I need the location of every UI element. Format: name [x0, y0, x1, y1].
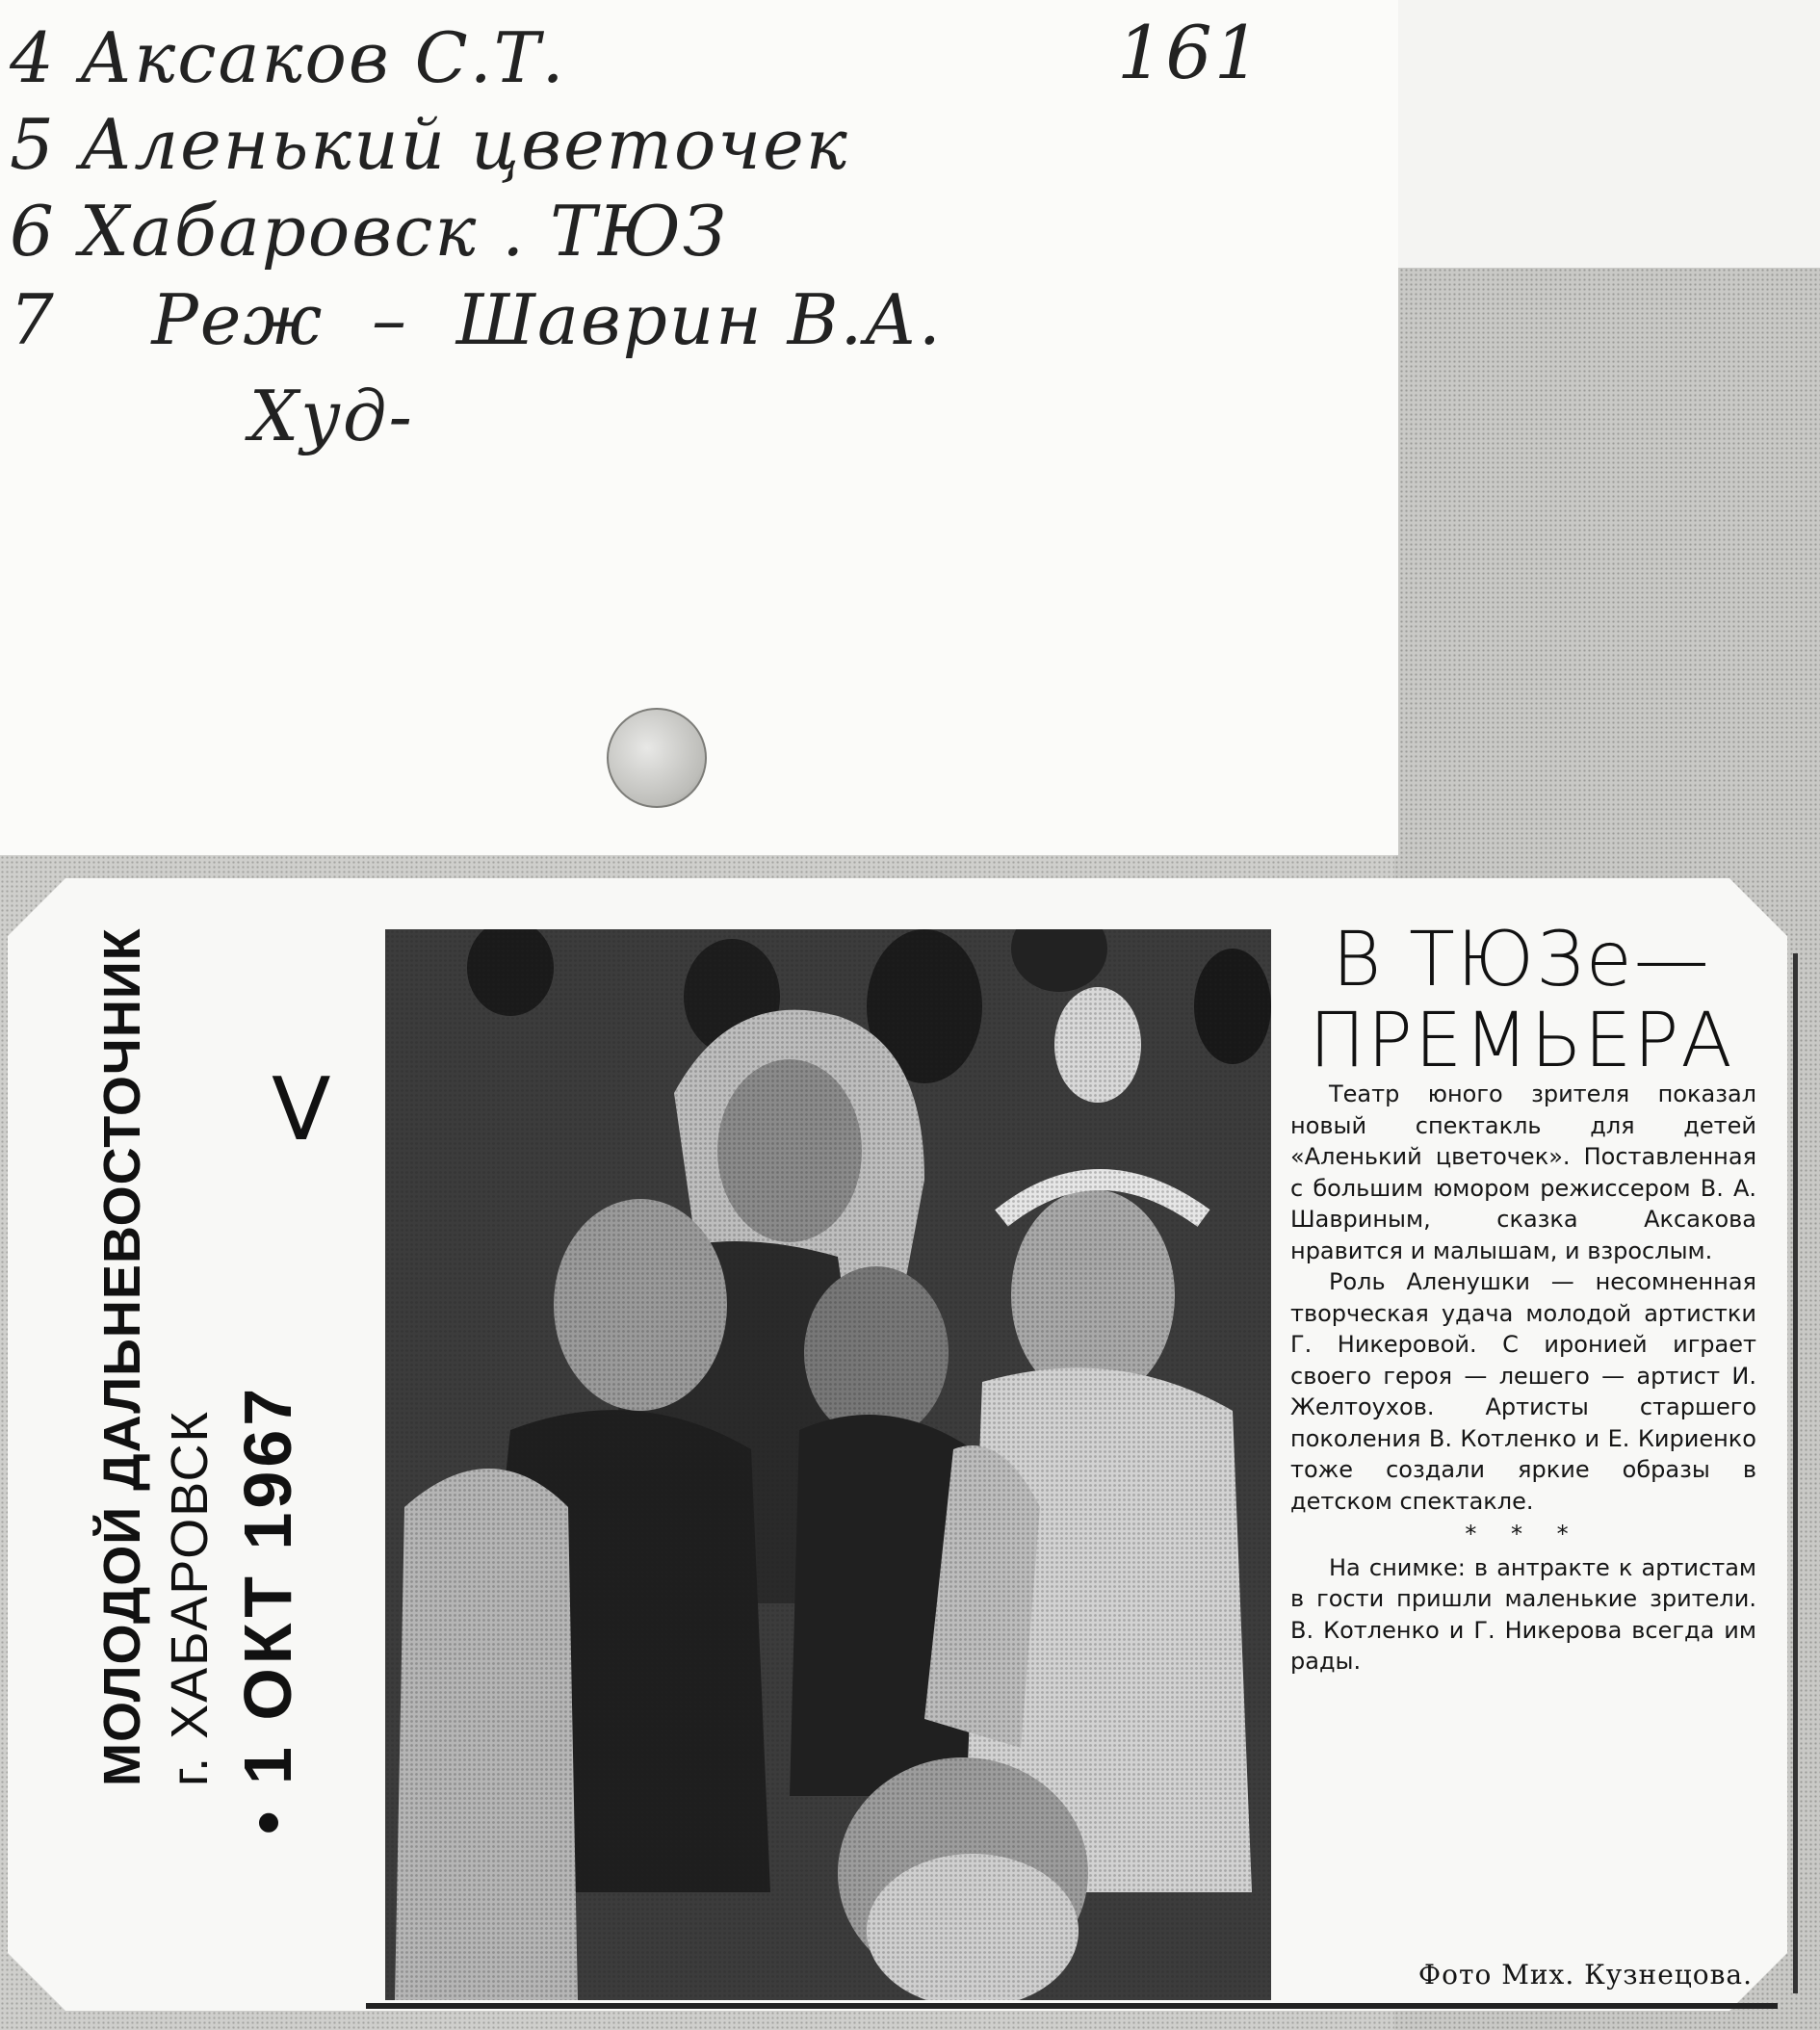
handwritten-line-director: 7 Реж – Шаврин В.А.	[10, 279, 943, 360]
handwritten-line-title: 5 Аленький цветочек	[10, 104, 849, 185]
stamp-newspaper-name: МОЛОДОЙ ДАЛЬНЕВОСТОЧНИК	[93, 927, 151, 1786]
article-paragraph: Роль Аленушки — несомненная творческая удача молодой артистки Г. Никеровой. С иронией играет своего героя — лешего — артист И. Желтоухов. Артисты старшего поколения В. Котленко и Е. Кириенко тоже создали яркие образы в детском спектакле.	[1290, 1268, 1756, 1515]
article-paragraph: Театр юного зрителя показал новый спектакль для детей «Аленький цветочек». Поставленная с большим юмором режиссером В. А. Шавриным, сказка Аксакова нравится и малышам, и взрослым.	[1290, 1080, 1756, 1264]
check-mark: V	[272, 1059, 331, 1160]
photo-caption: На снимке: в антракте к артистам в гости пришли маленькие зрители. В. Котленко и Г. Никерова всегда им рады.	[1290, 1553, 1756, 1675]
stamp-date: • 1 ОКТ 1967	[230, 1384, 305, 1835]
headline-line-1: В ТЮЗе—	[1332, 917, 1711, 1003]
handwritten-line-place: 6 Хабаровск . ТЮЗ	[10, 191, 728, 272]
headline-line-2: ПРЕМЬЕРА	[1309, 998, 1734, 1084]
punch-hole	[607, 708, 707, 808]
newspaper-photo	[385, 929, 1271, 2000]
handwritten-card-number: 161	[1117, 10, 1263, 95]
side-rule	[1793, 953, 1798, 1993]
photo-illustration	[385, 929, 1271, 2000]
section-separator: * * *	[1465, 1521, 1582, 1548]
newspaper-stamp	[91, 920, 221, 1786]
stamp-city: г. ХАБАРОВСК	[161, 1410, 219, 1786]
handwritten-line-artist: Худ-	[10, 376, 414, 456]
headline	[1295, 917, 1748, 1084]
article-body	[1290, 1079, 1756, 1678]
photo-credit: Фото Мих. Кузнецова.	[1417, 1959, 1753, 1991]
handwritten-line-author: 4 Аксаков С.Т.	[10, 17, 566, 98]
index-card	[0, 0, 1398, 855]
bottom-rule	[366, 2003, 1778, 2009]
